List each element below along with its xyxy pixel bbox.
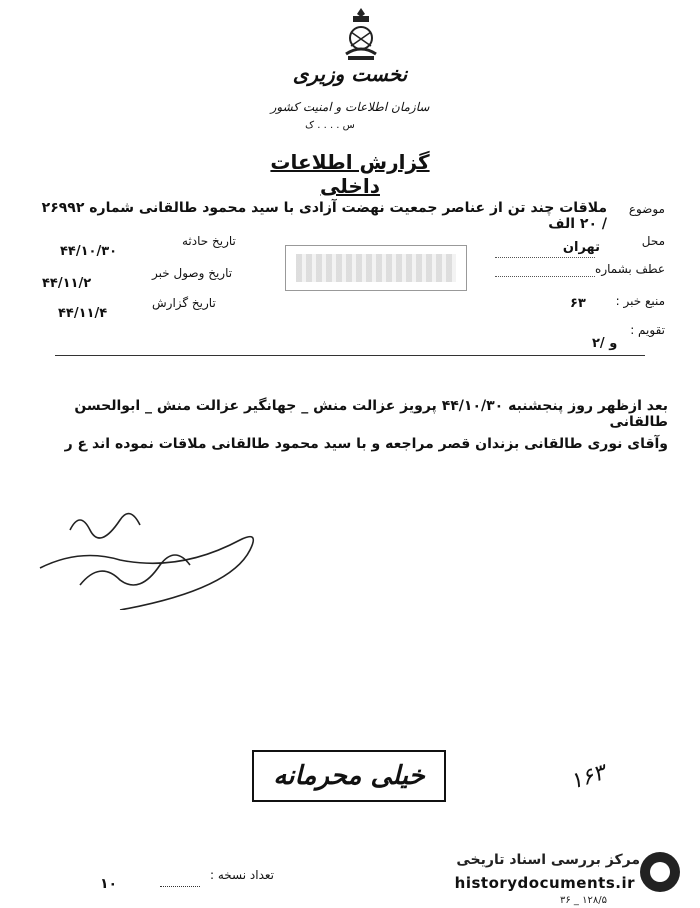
body-line-1: بعد ازظهر روز پنجشنبه ۴۴/۱۰/۳۰ پرویز عزالت منش _ جهانگیر عزالت منش _ ابوالحسن طالقانی [74,398,668,430]
handwritten-signature [30,490,270,610]
event-date-label: تاریخ حادثه [182,234,236,248]
organization-code: س . . . . ک [305,120,355,131]
copies-dotted-line [160,886,200,887]
evaluation-label: تقویم : [630,323,665,337]
archive-code: ۳۶ _ ۱۲۸/۵ [560,895,607,906]
event-date-value: ۴۴/۱۰/۳۰ [60,244,118,259]
report-title: گزارش اطلاعات داخلی [270,150,430,198]
reference-dotted-line [495,276,595,277]
reference-number-label: عطف بشماره [595,262,665,276]
received-date-label: تاریخ وصول خبر [152,266,233,280]
divider-line [55,355,645,356]
organization-name: سازمان اطلاعات و امنیت کشور [270,100,430,114]
redacted-stamp [285,245,467,291]
ministry-heading: نخست وزیری [292,62,408,86]
copies-label: تعداد نسخه : [210,868,275,882]
subject-value: ملاقات چند تن از عناصر جمعیت نهضت آزادی با سید محمود طالقانی شماره ۲۶۹۹۲ / ۲۰ الف [41,200,607,232]
report-date-value: ۴۴/۱۱/۴ [58,306,108,321]
source-value: ۶۳ [570,296,586,311]
evaluation-value: ۲/ و [592,336,618,351]
copies-value: ۱۰ [100,876,118,892]
archive-name: مرکز بررسی اسناد تاریخی [456,852,640,868]
location-label: محل [641,234,665,248]
body-line-2: وآقای نوری طالقانی بزندان قصر مراجعه و با سید محمود طالقانی ملاقات نموده اند ع ر [64,436,668,452]
handwritten-number: ۱۶۳ [567,760,609,795]
location-value: تهران [562,240,600,255]
location-dotted-line [495,257,595,258]
lion-and-sun-emblem-icon [336,6,386,68]
report-date-label: تاریخ گزارش [152,296,216,310]
received-date-value: ۴۴/۱۱/۲ [42,276,92,291]
top-secret-stamp: خیلی محرمانه [252,750,446,802]
source-label: منبع خبر : [615,294,665,308]
subject-label: موضوع [628,202,665,216]
archive-url: historydocuments.ir [454,874,635,892]
archive-logo-icon [640,852,680,892]
